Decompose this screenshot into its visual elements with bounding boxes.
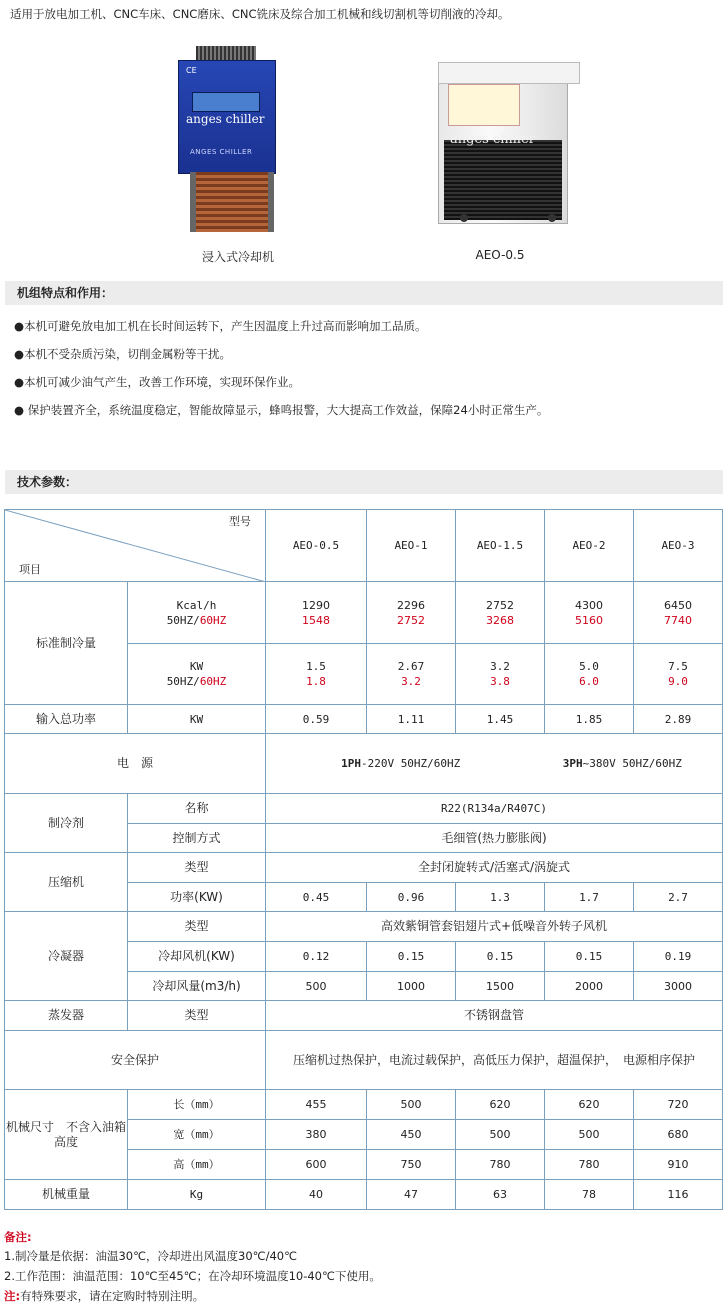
feature-item: ●本机可减少油气产生，改善工作环境，实现环保作业。 <box>14 375 301 389</box>
ce-mark: CE <box>186 66 197 75</box>
evaporator-type-label: 类型 <box>128 1001 266 1031</box>
size-height-value: 750 <box>367 1150 456 1180</box>
condenser-type-value: 高效紫铜管套铝翅片式+低噪音外转子风机 <box>266 912 723 942</box>
compressor-type-label: 类型 <box>128 853 266 883</box>
cooling-value: 4300 5160 <box>545 582 634 644</box>
model-header: AEO-1.5 <box>456 510 545 582</box>
compressor-label: 压缩机 <box>5 853 128 912</box>
compressor-power-value: 1.3 <box>456 883 545 912</box>
cooling-value: 2752 3268 <box>456 582 545 644</box>
note-final: 注:有特殊要求，请在定购时特别注明。 <box>4 1289 205 1303</box>
cooling-kw-value: 1.5 1.8 <box>266 644 367 705</box>
size-height-label: 高（mm） <box>128 1150 266 1180</box>
size-length-value: 500 <box>367 1090 456 1120</box>
cooling-kw-value: 7.5 9.0 <box>634 644 723 705</box>
condenser-fan-value: 0.12 <box>266 942 367 972</box>
feature-item: ●本机不受杂质污染，切削金属粉等干扰。 <box>14 347 232 361</box>
input-power-unit: KW <box>128 705 266 734</box>
condenser-type-label: 类型 <box>128 912 266 942</box>
input-power-label: 输入总功率 <box>5 705 128 734</box>
cooling-value: 1290 1548 <box>266 582 367 644</box>
refrigerant-control-value: 毛细管(热力膨胀阀) <box>266 824 723 853</box>
intro-text: 适用于放电加工机、CNC车床、CNC磨床、CNC铣床及综合加工机械和线切割机等切削液的冷却。 <box>10 7 510 21</box>
safety-label: 安全保护 <box>5 1031 266 1090</box>
cooling-unit-kcal: Kcal/h 50HZ/60HZ <box>128 582 266 644</box>
cooling-value: 2296 2752 <box>367 582 456 644</box>
condenser-label: 冷凝器 <box>5 912 128 1001</box>
input-power-value: 0.59 <box>266 705 367 734</box>
section-header: 技术参数： <box>5 470 723 494</box>
condenser-air-value: 1000 <box>367 972 456 1001</box>
note-item: 2.工作范围：油温范围：10℃至45℃；在冷却环境温度10-40℃下使用。 <box>4 1269 381 1283</box>
diagonal-line <box>5 510 266 582</box>
compressor-power-value: 1.7 <box>545 883 634 912</box>
weight-unit: Kg <box>128 1180 266 1210</box>
notes-title: 备注: <box>4 1230 32 1244</box>
model-header: AEO-0.5 <box>266 510 367 582</box>
compressor-power-label: 功率(KW) <box>128 883 266 912</box>
size-height-value: 780 <box>456 1150 545 1180</box>
model-header: AEO-1 <box>367 510 456 582</box>
input-power-value: 1.85 <box>545 705 634 734</box>
condenser-fan-value: 0.15 <box>545 942 634 972</box>
weight-label: 机械重量 <box>5 1180 128 1210</box>
feature-item: ●本机可避免放电加工机在长时间运转下，产生因温度上升过高而影响加工品质。 <box>14 319 427 333</box>
refrigerant-label: 制冷剂 <box>5 794 128 853</box>
power-supply-label: 电 源 <box>5 734 266 794</box>
caster <box>460 214 468 222</box>
condenser-air-value: 1500 <box>456 972 545 1001</box>
compressor-power-value: 0.96 <box>367 883 456 912</box>
condenser-fan-value: 0.15 <box>456 942 545 972</box>
input-power-value: 1.11 <box>367 705 456 734</box>
evaporator-label: 蒸发器 <box>5 1001 128 1031</box>
condenser-air-value: 2000 <box>545 972 634 1001</box>
size-height-value: 780 <box>545 1150 634 1180</box>
power-supply-value: 1PH-220V 50HZ/60HZ 3PH~380V 50HZ/60HZ <box>266 734 723 794</box>
cooling-value: 6450 7740 <box>634 582 723 644</box>
weight-value: 116 <box>634 1180 723 1210</box>
condenser-grille <box>444 140 562 220</box>
compressor-type-value: 全封闭旋转式/活塞式/涡旋式 <box>266 853 723 883</box>
size-width-value: 680 <box>634 1120 723 1150</box>
weight-value: 78 <box>545 1180 634 1210</box>
condenser-fan-value: 0.15 <box>367 942 456 972</box>
input-power-value: 1.45 <box>456 705 545 734</box>
size-width-value: 500 <box>545 1120 634 1150</box>
refrigerant-control-label: 控制方式 <box>128 824 266 853</box>
product-caption: 浸入式冷却机 <box>201 250 274 264</box>
input-power-value: 2.89 <box>634 705 723 734</box>
control-panel <box>448 84 520 126</box>
cooling-label: 标准制冷量 <box>5 582 128 705</box>
safety-value: 压缩机过热保护，电流过载保护，高低压力保护，超温保护， 电源相序保护 <box>266 1031 723 1090</box>
refrigerant-name-label: 名称 <box>128 794 266 824</box>
header-diagonal-cell <box>5 510 266 582</box>
compressor-power-value: 2.7 <box>634 883 723 912</box>
size-label: 机械尺寸 不含入油箱 高度 <box>5 1090 128 1180</box>
control-panel <box>192 92 260 112</box>
size-width-value: 500 <box>456 1120 545 1150</box>
cooling-kw-value: 2.67 3.2 <box>367 644 456 705</box>
condenser-fan-label: 冷却风机(KW) <box>128 942 266 972</box>
refrigerant-name-value: R22(R134a/R407C) <box>266 794 723 824</box>
watermark: anges chiller <box>450 132 535 147</box>
chiller-top <box>438 62 580 84</box>
cooling-kw-value: 5.0 6.0 <box>545 644 634 705</box>
size-width-value: 450 <box>367 1120 456 1150</box>
condenser-air-label: 冷却风量(m3/h) <box>128 972 266 1001</box>
note-item: 1.制冷量是依据：油温30℃，冷却进出风温度30℃/40℃ <box>4 1249 297 1263</box>
size-height-value: 600 <box>266 1150 367 1180</box>
evaporator-type-value: 不锈钢盘管 <box>266 1001 723 1031</box>
feature-item: ● 保护装置齐全，系统温度稳定，智能故障显示，蜂鸣报警，大大提高工作效益，保障24小时正常生产。 <box>14 403 549 417</box>
size-width-value: 380 <box>266 1120 367 1150</box>
weight-value: 40 <box>266 1180 367 1210</box>
section-header: 机组特点和作用： <box>5 281 723 305</box>
unit-label: ANGES CHILLER <box>190 148 253 156</box>
copper-coil <box>190 172 274 232</box>
model-header: AEO-3 <box>634 510 723 582</box>
size-height-value: 910 <box>634 1150 723 1180</box>
watermark: anges chiller <box>186 112 265 126</box>
caster <box>548 214 556 222</box>
condenser-air-value: 500 <box>266 972 367 1001</box>
compressor-power-value: 0.45 <box>266 883 367 912</box>
size-length-value: 720 <box>634 1090 723 1120</box>
weight-value: 47 <box>367 1180 456 1210</box>
cooling-kw-value: 3.2 3.8 <box>456 644 545 705</box>
size-length-value: 620 <box>456 1090 545 1120</box>
header-model: 型号 <box>229 515 251 528</box>
size-length-value: 620 <box>545 1090 634 1120</box>
condenser-air-value: 3000 <box>634 972 723 1001</box>
header-item: 项目 <box>19 563 41 576</box>
product-caption: AEO-0.5 <box>475 248 525 262</box>
condenser-fan-value: 0.19 <box>634 942 723 972</box>
size-width-label: 宽（mm） <box>128 1120 266 1150</box>
size-length-value: 455 <box>266 1090 367 1120</box>
size-length-label: 长（mm） <box>128 1090 266 1120</box>
model-header: AEO-2 <box>545 510 634 582</box>
spec-table <box>4 509 723 1210</box>
cooling-unit-kw: KW 50HZ/60HZ <box>128 644 266 705</box>
weight-value: 63 <box>456 1180 545 1210</box>
